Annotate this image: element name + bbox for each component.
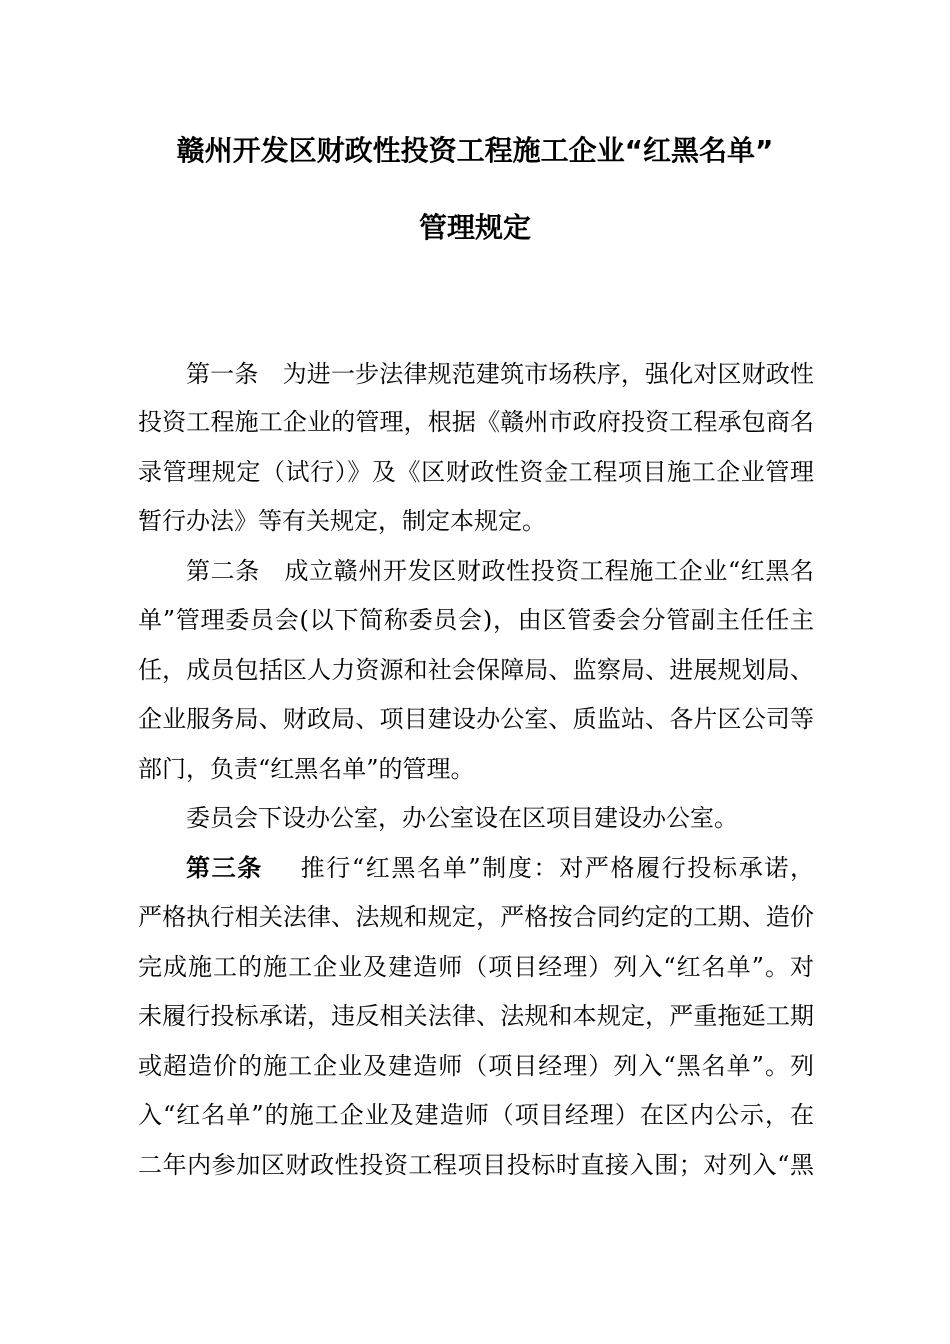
article-2-line-6: 委员会下设办公室，办公室设在区项目建设办公室。 [186, 804, 738, 832]
article-3-line-6: 入“红名单”的施工企业及建造师（项目经理）在区内公示，在 [138, 1101, 814, 1129]
article-2-text-1: 成立赣州开发区财政性投资工程施工企业“红黑名 [283, 557, 814, 585]
article-1-label: 第一条 [186, 360, 259, 388]
article-3-text-1: 推行“红黑名单”制度：对严格履行投标承诺， [298, 854, 814, 882]
article-2-line-3: 任，成员包括区人力资源和社会保障局、监察局、进展规划局、 [138, 656, 814, 684]
article-3-line-3: 完成施工的施工企业及建造师（项目经理）列入“红名单”。对 [138, 953, 814, 981]
article-1-line-4: 暂行办法》等有关规定，制定本规定。 [138, 507, 546, 535]
article-3-line-7: 二年内参加区财政性投资工程项目投标时直接入围；对列入“黑 [138, 1151, 814, 1179]
article-1-text-1: 为进一步法律规范建筑市场秩序，强化对区财政性 [282, 360, 815, 388]
article-3-line-4: 未履行投标承诺，违反相关法律、法规和本规定，严重拖延工期 [138, 1002, 814, 1030]
document-title-line-1: 赣州开发区财政性投资工程施工企业“红黑名单” [176, 134, 774, 167]
article-2-line-2: 单”管理委员会(以下简称委员会)，由区管委会分管副主任任主 [138, 606, 814, 634]
article-2-label: 第二条 [186, 557, 260, 585]
article-1-line-1 [186, 358, 814, 390]
article-2-line-1 [186, 555, 814, 587]
document-title-line-2: 管理规定 [418, 211, 531, 244]
article-3-line-5: 或超造价的施工企业及建造师（项目经理）列入“黑名单”。列 [138, 1052, 814, 1080]
article-1-line-2: 投资工程施工企业的管理，根据《赣州市政府投资工程承包商名 [138, 408, 814, 436]
article-3-line-2: 严格执行相关法律、法规和规定，严格按合同约定的工期、造价 [138, 903, 814, 931]
article-1-line-3: 录管理规定（试行）》及《区财政性资金工程项目施工企业管理 [138, 458, 814, 486]
article-2-line-4: 企业服务局、财政局、项目建设办公室、质监站、各片区公司等 [138, 705, 814, 733]
article-3-label: 第三条 [186, 854, 263, 882]
article-2-line-5: 部门，负责“红黑名单”的管理。 [138, 755, 475, 783]
article-3-line-1 [186, 852, 814, 884]
